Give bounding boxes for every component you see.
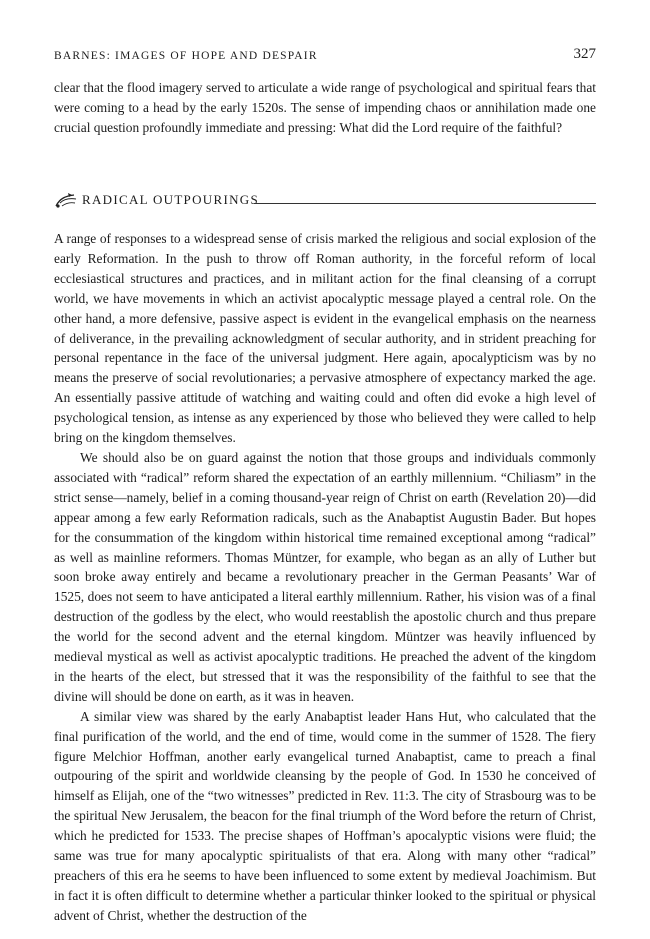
running-head: BARNES: IMAGES OF HOPE AND DESPAIR bbox=[54, 50, 318, 62]
section-rule bbox=[254, 203, 596, 204]
section-title: RADICAL OUTPOURINGS bbox=[82, 192, 265, 208]
section-heading bbox=[54, 190, 596, 212]
paragraph: A similar view was shared by the early Anabaptist leader Hans Hut, who calculated that the final purification of the world, and the end of time, would come in the summer of 1528. The fiery figure Melchior Hoffman, another early evangelical turned Anabaptist, came to preach a final outpouring of the spirit and worldwide cleansing by the people of God. In 1530 he conceived of himself as Elijah, one of the “two witnesses” predicted in Rev. 11:3. The city of Strasbourg was to be the spiritual New Jerusalem, the beacon for the final triumph of the Word before the return of Christ, which he predicted for 1533. The precise shapes of Hoffman’s apocalyptic visions were fluid; the same was true for many apocalyptic spiritualists of that era. Along with many other “radical” preachers of this era he seems to have been influenced to some extent by medieval Joachimism. But in fact it is often difficult to determine whether a particular thinker looked to the spiritual or physical advent of Christ, whether the destruction of the bbox=[54, 708, 596, 923]
paragraph: We should also be on guard against the notion that those groups and individuals commonly associated with “radical” reform shared the expectation of an earthly millennium. “Chiliasm” in the strict sense—namely, belief in a coming thousand-year reign of Christ on earth (Revelation 20)—did appear among a few early Reformation radicals, such as the Anabaptist Augustin Bader. But hopes for the consummation of the kingdom within historical time remained exceptional among “radical” as well as mainline reformers. Thomas Müntzer, for example, who began as an ally of Luther but soon broke away entirely and became a revolutionary preacher in the German Peasants’ War of 1525, does not seem to have anticipated a literal earthly millennium. Rather, his vision was of a final destruction of the godless by the elect, who would reestablish the apostolic church and thus prepare the world for the second advent and the eternal kingdom. Müntzer was heavily influenced by medieval mystical as well as activist apocalyptic traditions. He preached the advent of the kingdom in the hearts of the elect, but stressed that it was the responsibility of the faithful to see that the divine will should be done on earth, as it was in heaven. bbox=[54, 449, 596, 704]
main-text bbox=[54, 229, 596, 926]
flourish-icon bbox=[54, 190, 78, 210]
paragraph: A range of responses to a widespread sense of crisis marked the religious and social explosion of the early Reformation. In the push to throw off Roman authority, in the forceful reform of local ecclesiastical structures and practices, and in militant action for the final cleansing of a corrupt world, we have movements in which an activist apocalyptic message played a central role. On the other hand, a more defensive, passive aspect is evident in the evangelical emphasis on the nearness of deliverance, in the prevailing acknowledgment of secular authority, and in strident preaching for personal repentance in the face of the universal judgment. Here again, apocalypticism was by no means the preserve of social revolutionaries; a pervasive atmosphere of expectancy marked the age. An essentially passive attitude of watching and waiting could and often did evoke a high level of psychological tension, as intense as any experienced by those who believed they were called to help bring on the kingdom themselves. bbox=[54, 231, 596, 446]
intro-paragraph: clear that the flood imagery served to articulate a wide range of psychological and spiritual fears that were coming to a head by the early 1520s. The sense of impending chaos or annihilation made one crucial question profoundly immediate and pressing: What did the Lord require of the faithful? bbox=[54, 80, 596, 135]
intro-text bbox=[54, 78, 596, 138]
page-number: 327 bbox=[573, 46, 596, 62]
